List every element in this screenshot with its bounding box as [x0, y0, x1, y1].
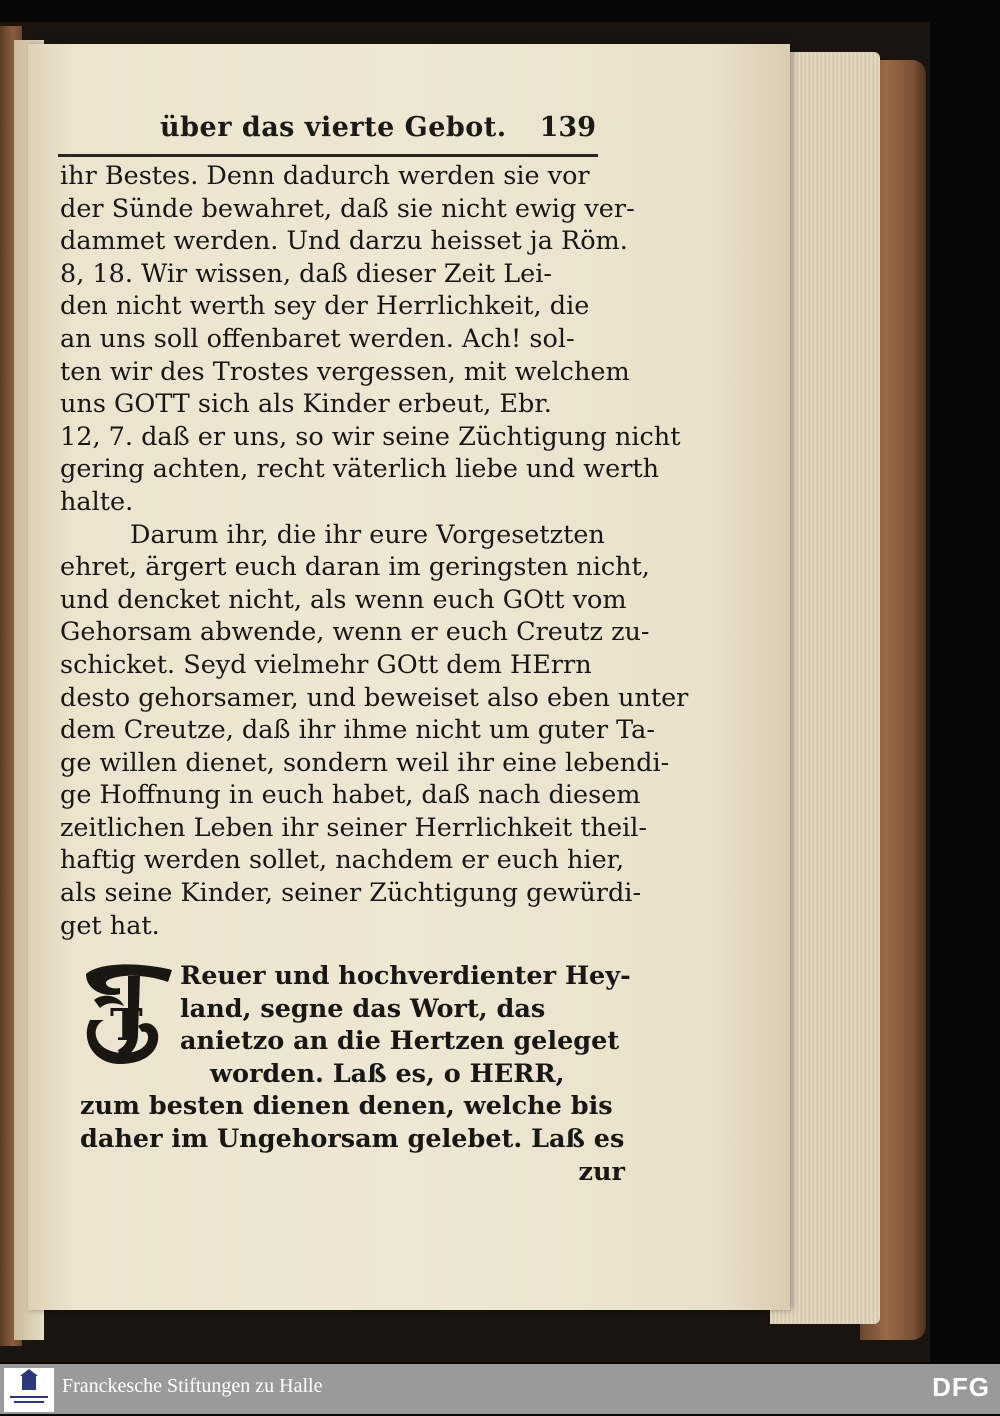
body-line: Gehorsam abwende, wenn er euch Creutz zu-	[60, 617, 650, 648]
body-line: dem Creutze, daß ihr ihme nicht um guter Ta-	[60, 715, 655, 746]
body-line: 12, 7. daß er uns, so wir seine Züchtigung nicht	[60, 421, 681, 452]
body-line: desto gehorsamer, und beweiset also eben unter	[60, 682, 689, 713]
franckesche-stiftungen-logo-icon[interactable]	[4, 1368, 54, 1412]
body-line: und dencket nicht, als wenn euch GOtt vom	[60, 584, 627, 615]
prayer-line: zum besten dienen denen, welche bis	[80, 1091, 613, 1122]
body-line: der Sünde bewahret, daß sie nicht ewig ver-	[60, 193, 635, 224]
body-line: get hat.	[60, 910, 160, 941]
body-line: ge Hoffnung in euch habet, daß nach diesem	[60, 780, 641, 811]
body-line: als seine Kinder, seiner Züchtigung gewürdi-	[60, 878, 642, 909]
body-line: den nicht werth sey der Herrlichkeit, die	[60, 291, 590, 322]
body-line: gering achten, recht väterlich liebe und werth	[60, 454, 660, 485]
footer-institution[interactable]: Franckesche Stiftungen zu Halle	[62, 1375, 323, 1397]
dropcap-ornament	[80, 960, 178, 1072]
body-text	[60, 160, 689, 942]
head-rule	[58, 154, 598, 157]
dropcap-letter: T	[110, 1000, 143, 1051]
prayer-line: Reuer und hochverdienter Hey-	[180, 961, 631, 991]
footer-bar	[0, 1364, 1000, 1414]
dfg-logo[interactable]: DFG	[932, 1372, 990, 1402]
body-line: ihr Bestes. Denn dadurch werden sie vor	[60, 161, 590, 191]
running-head-title: über das vierte Gebot.	[160, 112, 507, 143]
prayer-line: anietzo an die Hertzen geleget	[180, 1026, 620, 1057]
prayer-line: daher im Ungehorsam gelebet. Laß es	[80, 1123, 625, 1154]
body-line: zeitlichen Leben ihr seiner Herrlichkeit theil-	[60, 812, 648, 843]
body-line: dammet werden. Und darzu heisset ja Röm.	[60, 226, 628, 257]
prayer-line: land, segne das Wort, das	[180, 993, 546, 1024]
body-line: 8, 18. Wir wissen, daß dieser Zeit Lei-	[60, 258, 553, 289]
body-line: an uns soll offenbaret werden. Ach! sol-	[60, 323, 575, 354]
body-line: ten wir des Trostes vergessen, mit welchem	[60, 356, 630, 387]
prayer-paragraph	[80, 960, 631, 1188]
body-line: ehret, ärgert euch daran im geringsten nicht,	[60, 552, 650, 583]
running-head	[160, 112, 600, 152]
catchword: zur	[578, 1156, 625, 1187]
body-line-paragraph-start: Darum ihr, die ihr eure Vorgesetzten	[130, 519, 605, 550]
body-line: halte.	[60, 486, 134, 517]
body-line: uns GOTT sich als Kinder erbeut, Ebr.	[60, 389, 552, 420]
body-line: ge willen dienet, sondern weil ihr eine lebendi-	[60, 747, 670, 778]
prayer-line: worden. Laß es, o HERR,	[210, 1058, 565, 1089]
body-line: haftig werden sollet, nachdem er euch hier,	[60, 845, 625, 876]
body-line: schicket. Seyd vielmehr GOtt dem HErrn	[60, 649, 592, 680]
page-number: 139	[539, 112, 596, 143]
